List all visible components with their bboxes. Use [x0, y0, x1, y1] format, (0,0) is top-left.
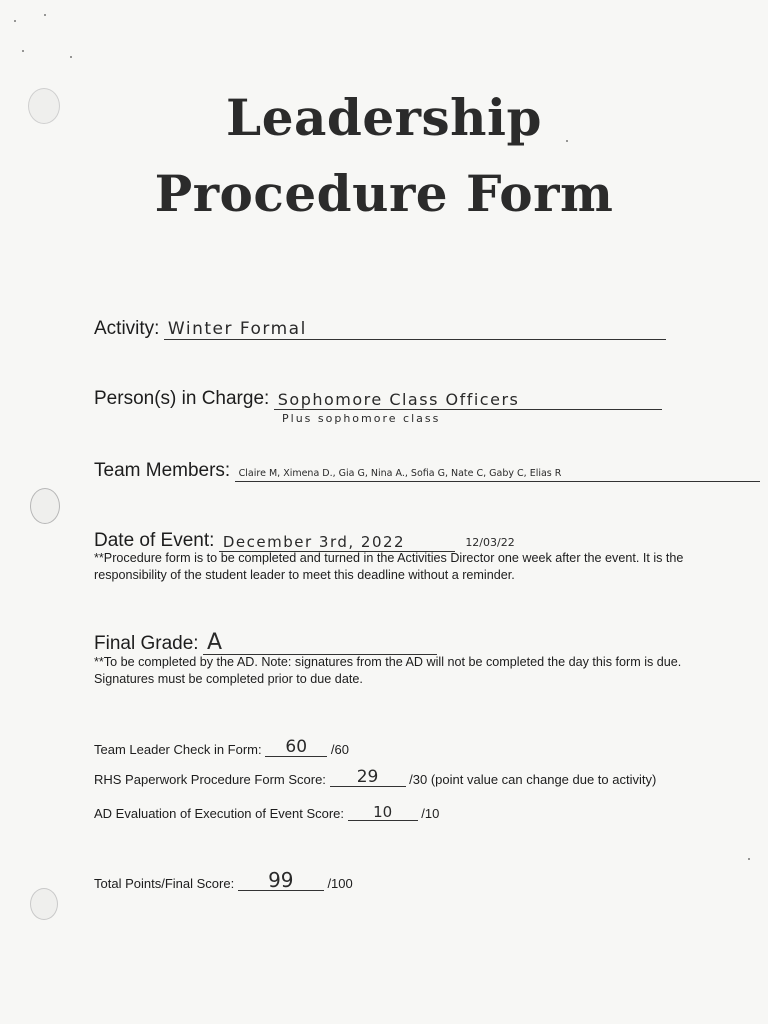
punch-hole-middle [30, 488, 60, 524]
ad-evaluation-row [94, 804, 439, 821]
scan-speck [14, 20, 16, 22]
final-grade-row [94, 632, 437, 655]
ad-evaluation-value[interactable]: 10 [348, 804, 418, 821]
persons-in-charge-row [94, 388, 662, 410]
ad-evaluation-max: /10 [421, 806, 440, 821]
scan-speck [70, 56, 72, 58]
date-procedure-note: **Procedure form is to be completed and turned in the Activities Director one week after the event. It is the responsibility of the student leader to meet this deadline without a reminder. [94, 551, 684, 582]
activity-value[interactable]: Winter Formal [164, 319, 666, 340]
activity-row [94, 318, 666, 340]
rhs-paperwork-max: /30 (point value can change due to activity) [409, 772, 657, 787]
total-points-row [94, 870, 353, 891]
total-points-max: /100 [327, 876, 353, 891]
scan-speck [44, 14, 46, 16]
final-grade-value[interactable]: A [203, 632, 437, 655]
form-title-line-1: Leadership [226, 88, 542, 147]
date-of-event-label: Date of Event: [94, 530, 215, 551]
team-members-label: Team Members: [94, 460, 231, 481]
total-points-label: Total Points/Final Score: [94, 876, 235, 891]
rhs-paperwork-row [94, 768, 656, 787]
scan-speck [22, 50, 24, 52]
team-members-value[interactable]: Claire M, Ximena D., Gia G, Nina A., Sofia G, Nate C, Gaby C, Elias R [235, 468, 760, 482]
date-of-event-value[interactable]: December 3rd, 2022 [219, 533, 455, 552]
team-leader-check-max: /60 [330, 742, 349, 757]
team-members-row [94, 460, 760, 482]
form-title-line-2: Procedure Form [154, 164, 614, 223]
final-grade-note: **To be completed by the AD. Note: signatures from the AD will not be completed the day this form is due. Signatures must be completed prior to due date. [94, 655, 682, 686]
date-of-event-row [94, 530, 515, 552]
scan-speck [748, 858, 750, 860]
date-short-value: 12/03/22 [465, 536, 515, 549]
team-leader-check-value[interactable]: 60 [265, 738, 327, 757]
activity-label: Activity: [94, 318, 160, 339]
team-leader-check-row [94, 738, 349, 757]
persons-in-charge-label: Person(s) in Charge: [94, 388, 270, 409]
total-points-value[interactable]: 99 [238, 870, 324, 891]
punch-hole-bottom [30, 888, 58, 920]
rhs-paperwork-value[interactable]: 29 [330, 768, 406, 787]
persons-in-charge-note: Plus sophomore class [282, 412, 441, 425]
team-leader-check-label: Team Leader Check in Form: [94, 742, 262, 757]
rhs-paperwork-label: RHS Paperwork Procedure Form Score: [94, 772, 326, 787]
persons-in-charge-value[interactable]: Sophomore Class Officers [274, 390, 662, 410]
final-grade-label: Final Grade: [94, 633, 199, 654]
ad-evaluation-label: AD Evaluation of Execution of Event Score: [94, 806, 345, 821]
